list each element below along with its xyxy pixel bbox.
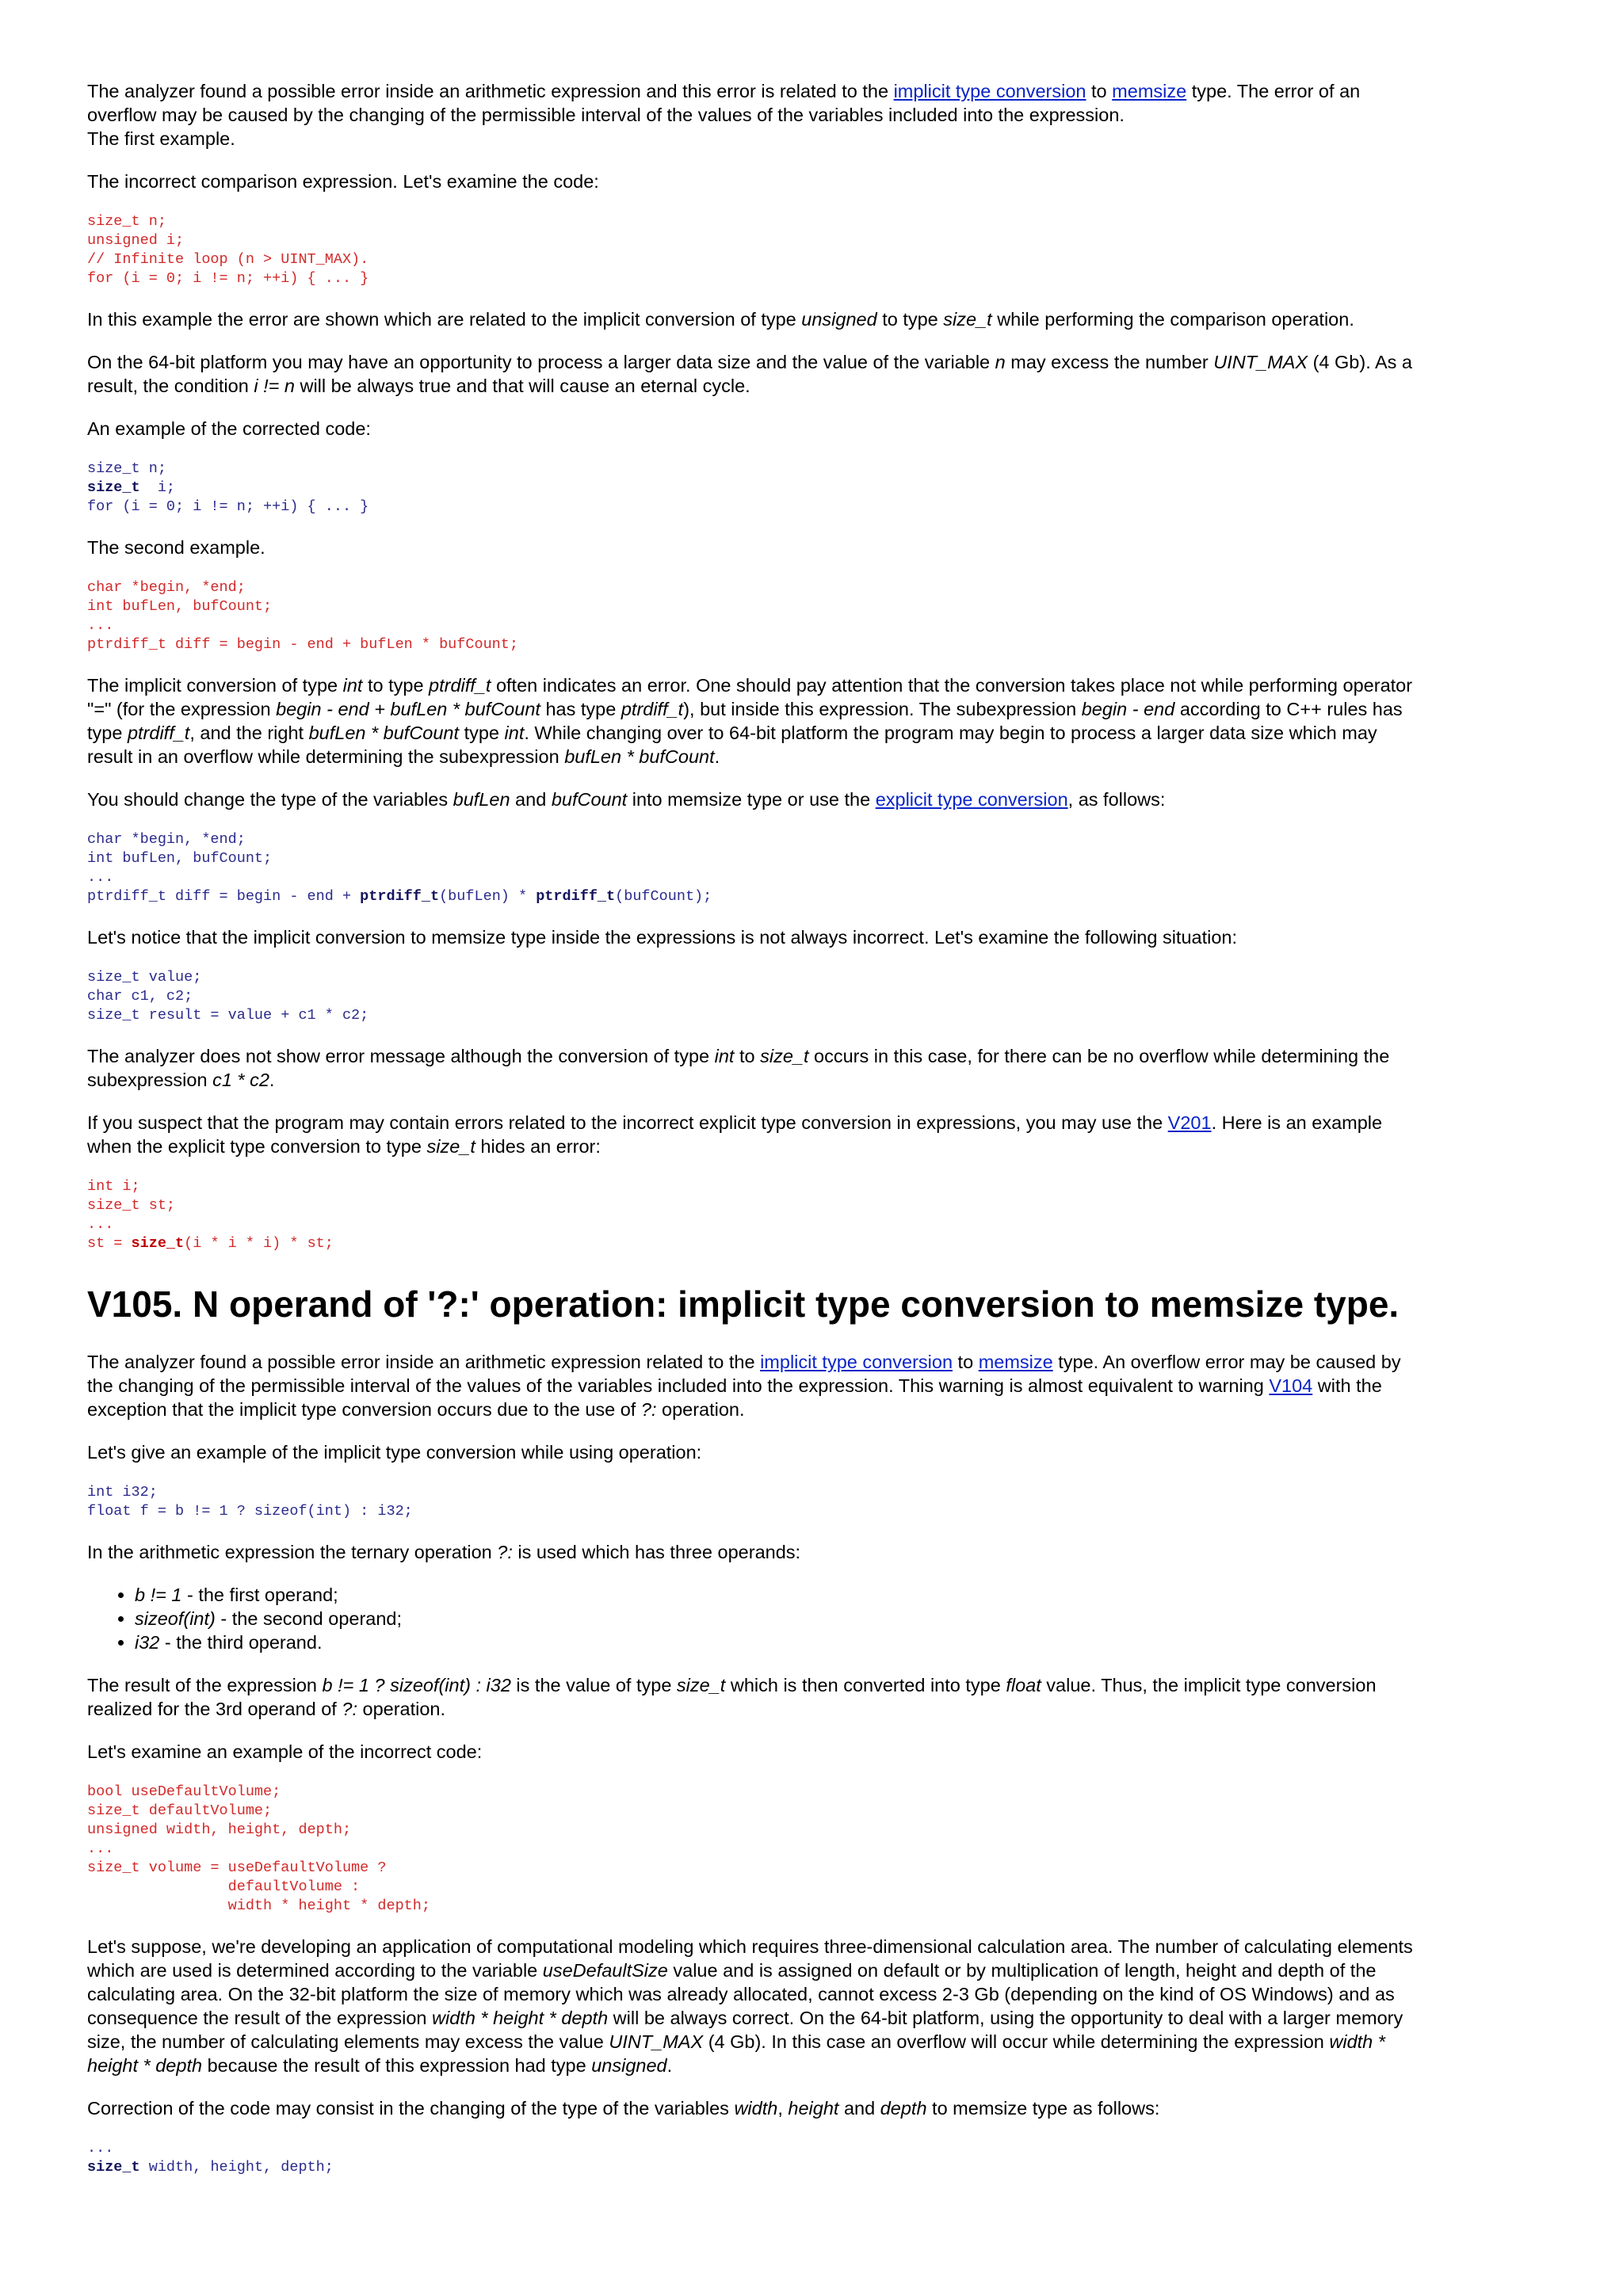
code-line: ...	[87, 869, 114, 886]
code-text: (bufLen) *	[439, 888, 537, 905]
code-block-1	[87, 212, 1419, 288]
text: type	[459, 723, 505, 743]
text: unsigned	[801, 309, 877, 330]
code-text: i;	[139, 479, 176, 496]
code-text: (bufCount);	[615, 888, 712, 905]
code-line: size_t n;	[87, 460, 166, 477]
text: according to C++ rules has type	[87, 699, 1403, 743]
text: type. An overflow error may be caused by the changing of the permissible interval of the values of the variables included into the expression. This warning is almost equivalent to warning	[87, 1352, 1401, 1396]
text: float	[1006, 1675, 1041, 1695]
code-line: size_t result = value + c1 * c2;	[87, 1007, 369, 1024]
text: ?:	[640, 1399, 657, 1420]
code-block-3	[87, 578, 1419, 654]
text: to type	[876, 309, 944, 330]
text: begin - end + bufLen * bufCount	[276, 699, 540, 719]
text: c1 * c2	[212, 1070, 269, 1090]
code-line: size_t n;	[87, 213, 166, 230]
code-line: int i;	[87, 1178, 140, 1195]
code-line: char *begin, *end;	[87, 831, 246, 848]
text: In the arithmetic expression the ternary operation	[87, 1542, 498, 1562]
code-line: float f = b != 1 ? sizeof(int) : i32;	[87, 1503, 413, 1520]
text: type. The error of an overflow may be caused by the changing of the permissible interval of the values of the variables included into the expression.	[87, 81, 1361, 125]
explicit-type-conversion-link[interactable]: explicit type conversion	[875, 789, 1068, 810]
text: int	[504, 723, 525, 743]
text: b != 1	[135, 1585, 182, 1605]
text: .	[714, 746, 720, 767]
text: Correction of the code may consist in the changing of the type of the variables	[87, 2098, 735, 2119]
paragraph	[87, 1111, 1419, 1158]
code-text: st =	[87, 1235, 132, 1252]
code-line: unsigned i;	[87, 232, 185, 249]
text: The result of the expression	[87, 1675, 323, 1695]
text: bufLen	[453, 789, 510, 810]
code-line: ptrdiff_t diff = begin - end + bufLen * bufCount;	[87, 636, 518, 653]
text: i != n	[254, 376, 295, 396]
text: - the second operand;	[215, 1608, 403, 1629]
text: ptrdiff_t	[127, 723, 190, 743]
code-line: for (i = 0; i != n; ++i) { ... }	[87, 498, 369, 515]
code-block-2	[87, 460, 1419, 517]
text: ?:	[497, 1542, 513, 1562]
text: occurs in this case, for there can be no overflow while determining the subexpression	[87, 1046, 1390, 1090]
code-line: defaultVolume :	[87, 1878, 361, 1895]
keyword: ptrdiff_t	[360, 888, 440, 905]
memsize-link[interactable]: memsize	[1112, 81, 1187, 101]
paragraph: Let's examine an example of the incorrect code:	[87, 1741, 483, 1762]
text: will be always true and that will cause an eternal cycle.	[294, 376, 750, 396]
text: The first example.	[87, 128, 235, 149]
text: and	[838, 2098, 880, 2119]
text: unsigned	[591, 2055, 667, 2076]
code-line: ...	[87, 1840, 114, 1857]
code-line: // Infinite loop (n > UINT_MAX).	[87, 251, 369, 268]
text: . Here is an example when the explicit type conversion to type	[87, 1112, 1383, 1157]
list-item	[135, 1630, 1419, 1654]
text: may excess the number	[1005, 352, 1214, 372]
text: i32	[135, 1632, 160, 1653]
code-block-4	[87, 830, 1419, 906]
code-line	[87, 1234, 1419, 1253]
text: ,	[777, 2098, 789, 2119]
text: .	[666, 2055, 673, 2076]
code-line: int bufLen, bufCount;	[87, 598, 273, 615]
paragraph: An example of the corrected code:	[87, 418, 371, 439]
text: int	[714, 1046, 735, 1066]
text: Let's suppose, we're developing an application of computational modeling which requires three-dimensional calculation area. The number of calculating elements which are used is determined according to the variable	[87, 1936, 1413, 1981]
code-line: ...	[87, 2140, 114, 2157]
paragraph: Let's give an example of the implicit type conversion while using operation:	[87, 1442, 702, 1463]
text: sizeof(int)	[135, 1608, 216, 1629]
text: has type	[540, 699, 621, 719]
text: UINT_MAX	[609, 2031, 704, 2052]
code-line: unsigned width, height, depth;	[87, 1821, 352, 1838]
paragraph	[87, 1044, 1419, 1092]
text: (4 Gb). In this case an overflow will occur while determining the expression	[703, 2031, 1330, 2052]
text: hides an error:	[475, 1136, 601, 1157]
code-line: bool useDefaultVolume;	[87, 1783, 281, 1800]
text: to	[734, 1046, 761, 1066]
code-text: (i * i * i) * st;	[184, 1235, 334, 1252]
text: is used which has three operands:	[512, 1542, 801, 1562]
text: often indicates an error. One should pay attention that the conversion takes place not while performing operator "=" (for the expression	[87, 675, 1413, 719]
text: (4 Gb). As a result, the condition	[87, 352, 1412, 396]
text: size_t	[760, 1046, 809, 1066]
text: .	[269, 1070, 275, 1090]
code-line: ...	[87, 1216, 114, 1233]
code-line: int bufLen, bufCount;	[87, 850, 273, 867]
text: depth	[880, 2098, 927, 2119]
text: size_t	[943, 309, 992, 330]
text: int	[342, 675, 363, 696]
code-block-5	[87, 968, 1419, 1025]
section-heading-v105: V105. N operand of '?:' operation: implicit type conversion to memsize type.	[87, 1283, 1400, 1325]
code-line: for (i = 0; i != n; ++i) { ... }	[87, 270, 369, 287]
keyword: size_t	[87, 2159, 140, 2176]
text: width	[734, 2098, 778, 2119]
implicit-type-conversion-link[interactable]: implicit type conversion	[893, 81, 1086, 101]
operand-list	[87, 1583, 1419, 1654]
code-text: width, height, depth;	[139, 2159, 334, 2176]
keyword: ptrdiff_t	[536, 888, 616, 905]
implicit-type-conversion-link[interactable]: implicit type conversion	[760, 1352, 953, 1372]
text: width * height * depth	[432, 2008, 609, 2028]
text: to	[953, 1352, 979, 1372]
v104-link[interactable]: V104	[1269, 1375, 1313, 1396]
text: height	[788, 2098, 839, 2119]
code-block-9	[87, 2139, 1419, 2177]
text: - the third operand.	[159, 1632, 323, 1653]
text: operation.	[357, 1699, 446, 1719]
code-line	[87, 2158, 1419, 2177]
code-line: size_t defaultVolume;	[87, 1802, 273, 1819]
paragraph	[87, 1673, 1419, 1721]
code-line: size_t value;	[87, 969, 202, 986]
paragraph	[87, 350, 1419, 398]
memsize-link[interactable]: memsize	[978, 1352, 1053, 1372]
text: to	[1086, 81, 1113, 101]
code-line: size_t volume = useDefaultVolume ?	[87, 1859, 387, 1876]
text: b != 1 ? sizeof(int) : i32	[322, 1675, 511, 1695]
text: which is then converted into type	[725, 1675, 1006, 1695]
code-block-8	[87, 1783, 1419, 1916]
text: On the 64-bit platform you may have an opportunity to process a larger data size and the value of the variable	[87, 352, 995, 372]
keyword: size_t	[87, 479, 140, 496]
list-item	[135, 1607, 1419, 1630]
code-text: ptrdiff_t diff = begin - end +	[87, 888, 361, 905]
text: bufLen * bufCount	[308, 723, 460, 743]
paragraph	[87, 788, 1419, 811]
text: useDefaultSize	[542, 1960, 668, 1981]
text: to type	[362, 675, 430, 696]
text: to memsize type as follows:	[926, 2098, 1160, 2119]
text: If you suspect that the program may contain errors related to the incorrect explicit type conversion in expressions, you may use the	[87, 1112, 1168, 1133]
text: ), but inside this expression. The subexpression	[683, 699, 1082, 719]
text: The implicit conversion of type	[87, 675, 343, 696]
paragraph	[87, 2096, 1419, 2120]
text: operation.	[656, 1399, 745, 1420]
text: The analyzer does not show error message although the conversion of type	[87, 1046, 715, 1066]
paragraph	[87, 307, 1419, 331]
paragraph	[87, 1350, 1419, 1421]
paragraph	[87, 1935, 1419, 2077]
code-line: width * height * depth;	[87, 1897, 430, 1914]
text: ?:	[342, 1699, 357, 1719]
code-line	[87, 479, 1419, 498]
text: ptrdiff_t	[621, 699, 684, 719]
list-item	[135, 1583, 1419, 1607]
text: value and is assigned on default or by multiplication of length, height and depth of the calculating area. On the 32-bit platform the size of memory which was already allocated, cannot excess 2-3 Gb (depending on the kind of OS Windows) and as consequence the result of the expression	[87, 1960, 1395, 2028]
code-line: size_t st;	[87, 1197, 176, 1214]
text: - the first operand;	[181, 1585, 338, 1605]
text: n	[995, 352, 1006, 372]
code-block-7	[87, 1483, 1419, 1521]
text: The analyzer found a possible error inside an arithmetic expression and this error is related to the	[87, 81, 894, 101]
text: will be always correct. On the 64-bit platform, using the opportunity to deal with a larger memory size, the number of calculating elements may excess the value	[87, 2008, 1403, 2052]
text: bufLen * bufCount	[564, 746, 715, 767]
text: ptrdiff_t	[429, 675, 491, 696]
v201-link[interactable]: V201	[1167, 1112, 1212, 1133]
text: bufCount	[551, 789, 628, 810]
paragraph	[87, 673, 1419, 769]
intro-paragraph	[87, 79, 1419, 151]
text: , and the right	[189, 723, 309, 743]
code-line: int i32;	[87, 1484, 158, 1501]
text: UINT_MAX	[1213, 352, 1308, 372]
text: value. Thus, the implicit type conversion realized for the 3rd operand of	[87, 1675, 1377, 1719]
text: into memsize type or use the	[627, 789, 876, 810]
paragraph: The incorrect comparison expression. Let's examine the code:	[87, 171, 599, 192]
text: . While changing over to 64-bit platform the program may begin to process a larger data size which may result in an overflow while determining the subexpression	[87, 723, 1377, 767]
text: size_t	[426, 1136, 475, 1157]
text: and	[510, 789, 552, 810]
text: with the exception that the implicit type conversion occurs due to the use of	[87, 1375, 1382, 1420]
text: because the result of this expression had type	[202, 2055, 592, 2076]
text: , as follows:	[1067, 789, 1166, 810]
text: width * height * depth	[87, 2031, 1385, 2076]
paragraph	[87, 1540, 1419, 1564]
text: You should change the type of the variables	[87, 789, 453, 810]
text: while performing the comparison operation.	[991, 309, 1354, 330]
code-block-6	[87, 1177, 1419, 1253]
text: begin - end	[1081, 699, 1175, 719]
text: In this example the error are shown which are related to the implicit conversion of type	[87, 309, 802, 330]
code-line	[87, 887, 1419, 906]
code-line: char c1, c2;	[87, 988, 193, 1005]
document-page	[87, 79, 1419, 2196]
code-line: ...	[87, 617, 114, 634]
text: is the value of type	[510, 1675, 677, 1695]
text: size_t	[676, 1675, 726, 1695]
keyword: size_t	[131, 1235, 185, 1252]
code-line: char *begin, *end;	[87, 579, 246, 596]
text: The analyzer found a possible error inside an arithmetic expression related to the	[87, 1352, 761, 1372]
paragraph: Let's notice that the implicit conversion to memsize type inside the expressions is not always incorrect. Let's examine the following situation:	[87, 927, 1238, 948]
paragraph: The second example.	[87, 537, 265, 558]
